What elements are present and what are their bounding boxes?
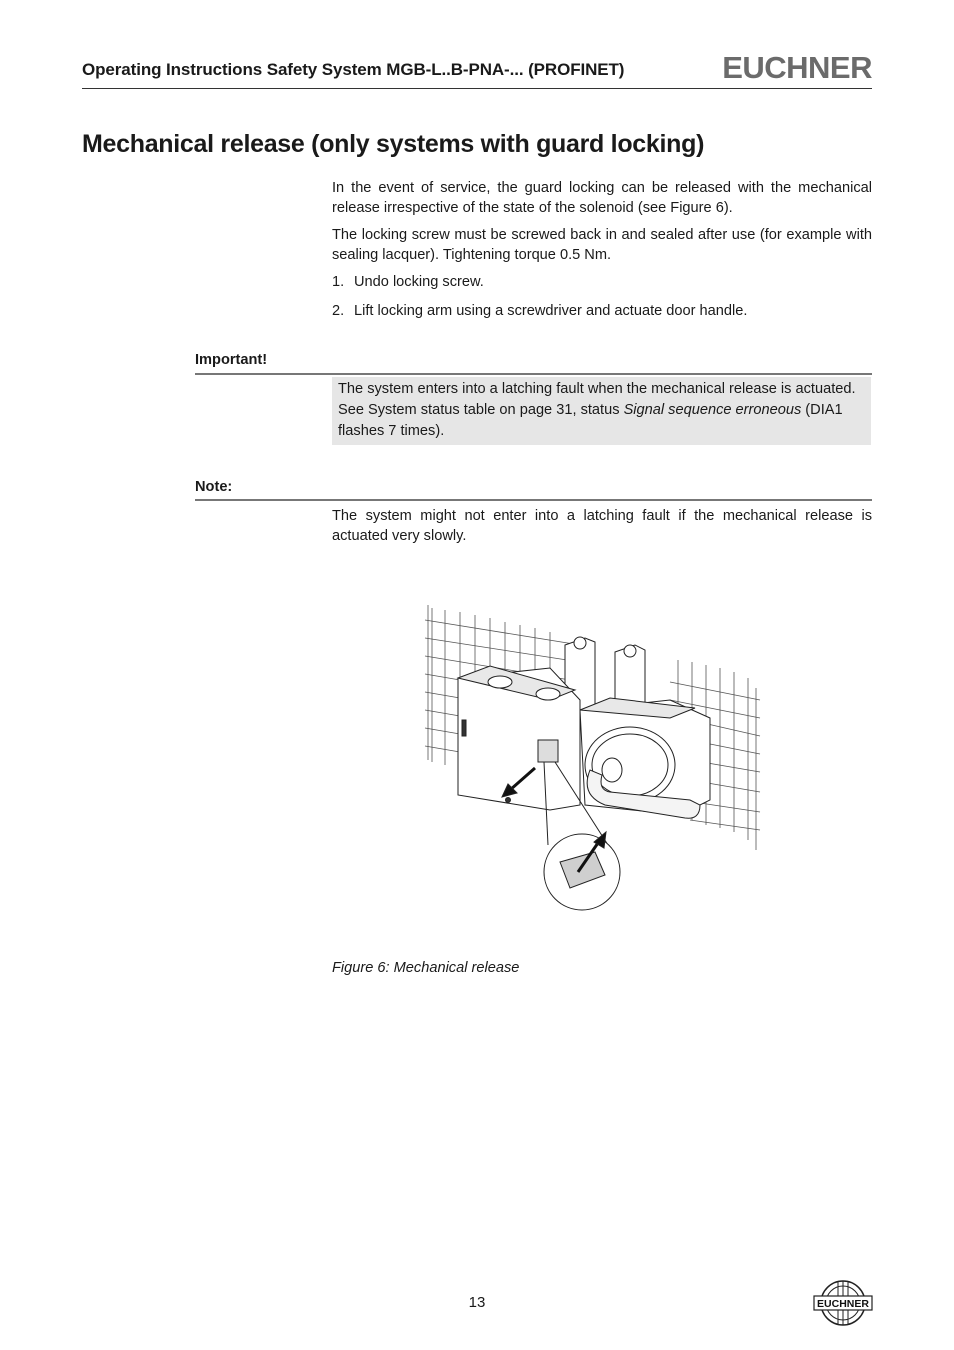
list-item: 1. Undo locking screw. bbox=[332, 274, 484, 290]
header-title: Operating Instructions Safety System MGB-L..B-PNA-... (PROFINET) bbox=[82, 60, 625, 79]
important-divider bbox=[195, 373, 872, 375]
locking-module bbox=[458, 666, 580, 810]
locking-screw-paragraph: The locking screw must be screwed back in and sealed after use (for example with sealing lacquer). Tightening torque 0.5 Nm. bbox=[332, 227, 872, 263]
figure-caption: Figure 6: Mechanical release bbox=[332, 960, 520, 976]
status-name: Signal sequence erroneous bbox=[623, 402, 802, 418]
page-number: 13 bbox=[468, 1294, 486, 1311]
mechanical-release-illustration bbox=[420, 600, 765, 915]
list-item: 2. Lift locking arm using a screwdriver and actuate door handle. bbox=[332, 302, 748, 319]
note-divider bbox=[195, 499, 872, 501]
steps-list bbox=[332, 273, 872, 330]
note-label: Note: bbox=[195, 479, 233, 495]
footer-logo bbox=[812, 1278, 874, 1328]
note-text: The system might not enter into a latching fault if the mechanical release is actuated very slowly. bbox=[332, 508, 872, 544]
important-box: The system enters into a latching fault when the mechanical release is actuated. See System status table on page 31, status Signal sequence erroneous (DIA1 flashes 7 times). bbox=[332, 377, 871, 445]
brand-logo: EUCHNER bbox=[722, 50, 872, 85]
footer-logo-text: EUCHNER bbox=[817, 1298, 869, 1310]
handle-module bbox=[580, 698, 710, 818]
section-title: Mechanical release (only systems with guard locking) bbox=[82, 130, 705, 158]
intro-paragraph: In the event of service, the guard locking can be released with the mechanical release irrespective of the state of the solenoid (see Figure 6). bbox=[332, 180, 872, 216]
header-divider bbox=[82, 88, 872, 89]
important-label: Important! bbox=[195, 352, 268, 368]
